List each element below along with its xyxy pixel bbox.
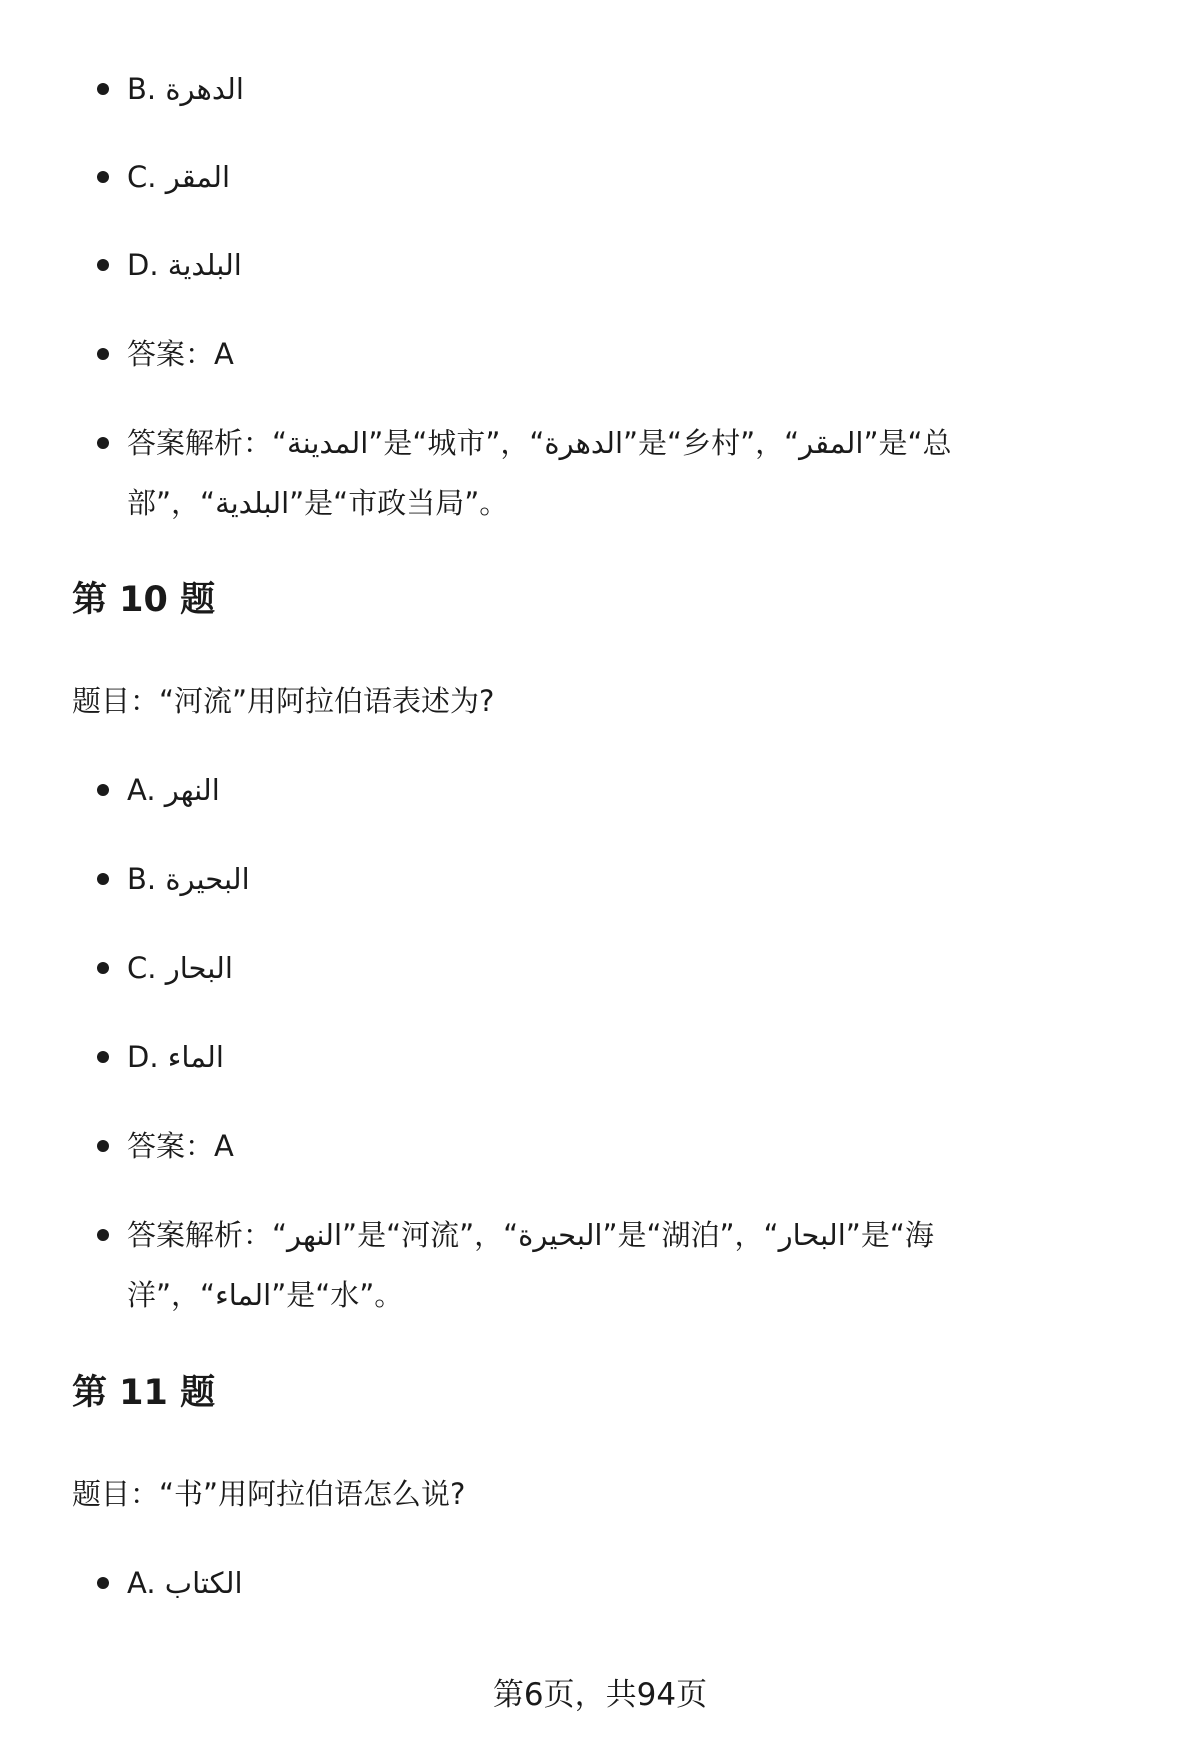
answer-analysis: 答案解析：“المدينة”是“城市”，“الدهرة”是“乡村”，“المقر”是“总部”，“البلدية”是“市政当局”。	[127, 413, 1147, 533]
option-b	[127, 849, 1147, 909]
option-letter: C.	[127, 160, 157, 194]
option-d	[127, 235, 1147, 295]
option-text: الماء	[167, 1040, 224, 1074]
option-letter: D.	[127, 1040, 159, 1074]
option-letter: B.	[127, 862, 157, 896]
option-text: البلدية	[167, 248, 242, 282]
answer-analysis: 答案解析：“النهر”是“河流”，“البحيرة”是“湖泊”，“البحار”是“海洋”，“الماء”是“水”。	[127, 1205, 1147, 1325]
option-d	[127, 1027, 1147, 1087]
option-text: البحيرة	[165, 862, 250, 896]
option-text: الكتاب	[164, 1566, 243, 1600]
page-number-footer: 第6页，共94页	[492, 1677, 708, 1713]
option-c	[127, 147, 1147, 207]
option-letter: A.	[127, 1566, 156, 1600]
option-letter: D.	[127, 248, 159, 282]
option-text: الدهرة	[165, 72, 244, 106]
answer: 答案：A	[127, 324, 1147, 384]
option-text: المقر	[165, 160, 231, 194]
answer: 答案：A	[127, 1116, 1147, 1176]
option-letter: B.	[127, 72, 157, 106]
option-a	[127, 1553, 1147, 1613]
option-text: النهر	[164, 773, 220, 807]
question-11-heading: 第 11 题	[72, 1373, 216, 1413]
option-text: البحار	[165, 951, 233, 985]
option-letter: C.	[127, 951, 157, 985]
question-11-prompt: 题目：“书”用阿拉伯语怎么说?	[72, 1477, 466, 1511]
option-a	[127, 760, 1147, 820]
option-c	[127, 938, 1147, 998]
question-10-prompt: 题目：“河流”用阿拉伯语表述为?	[72, 684, 495, 718]
question-10-heading: 第 10 题	[72, 580, 216, 620]
option-letter: A.	[127, 773, 156, 807]
option-b	[127, 59, 1147, 119]
